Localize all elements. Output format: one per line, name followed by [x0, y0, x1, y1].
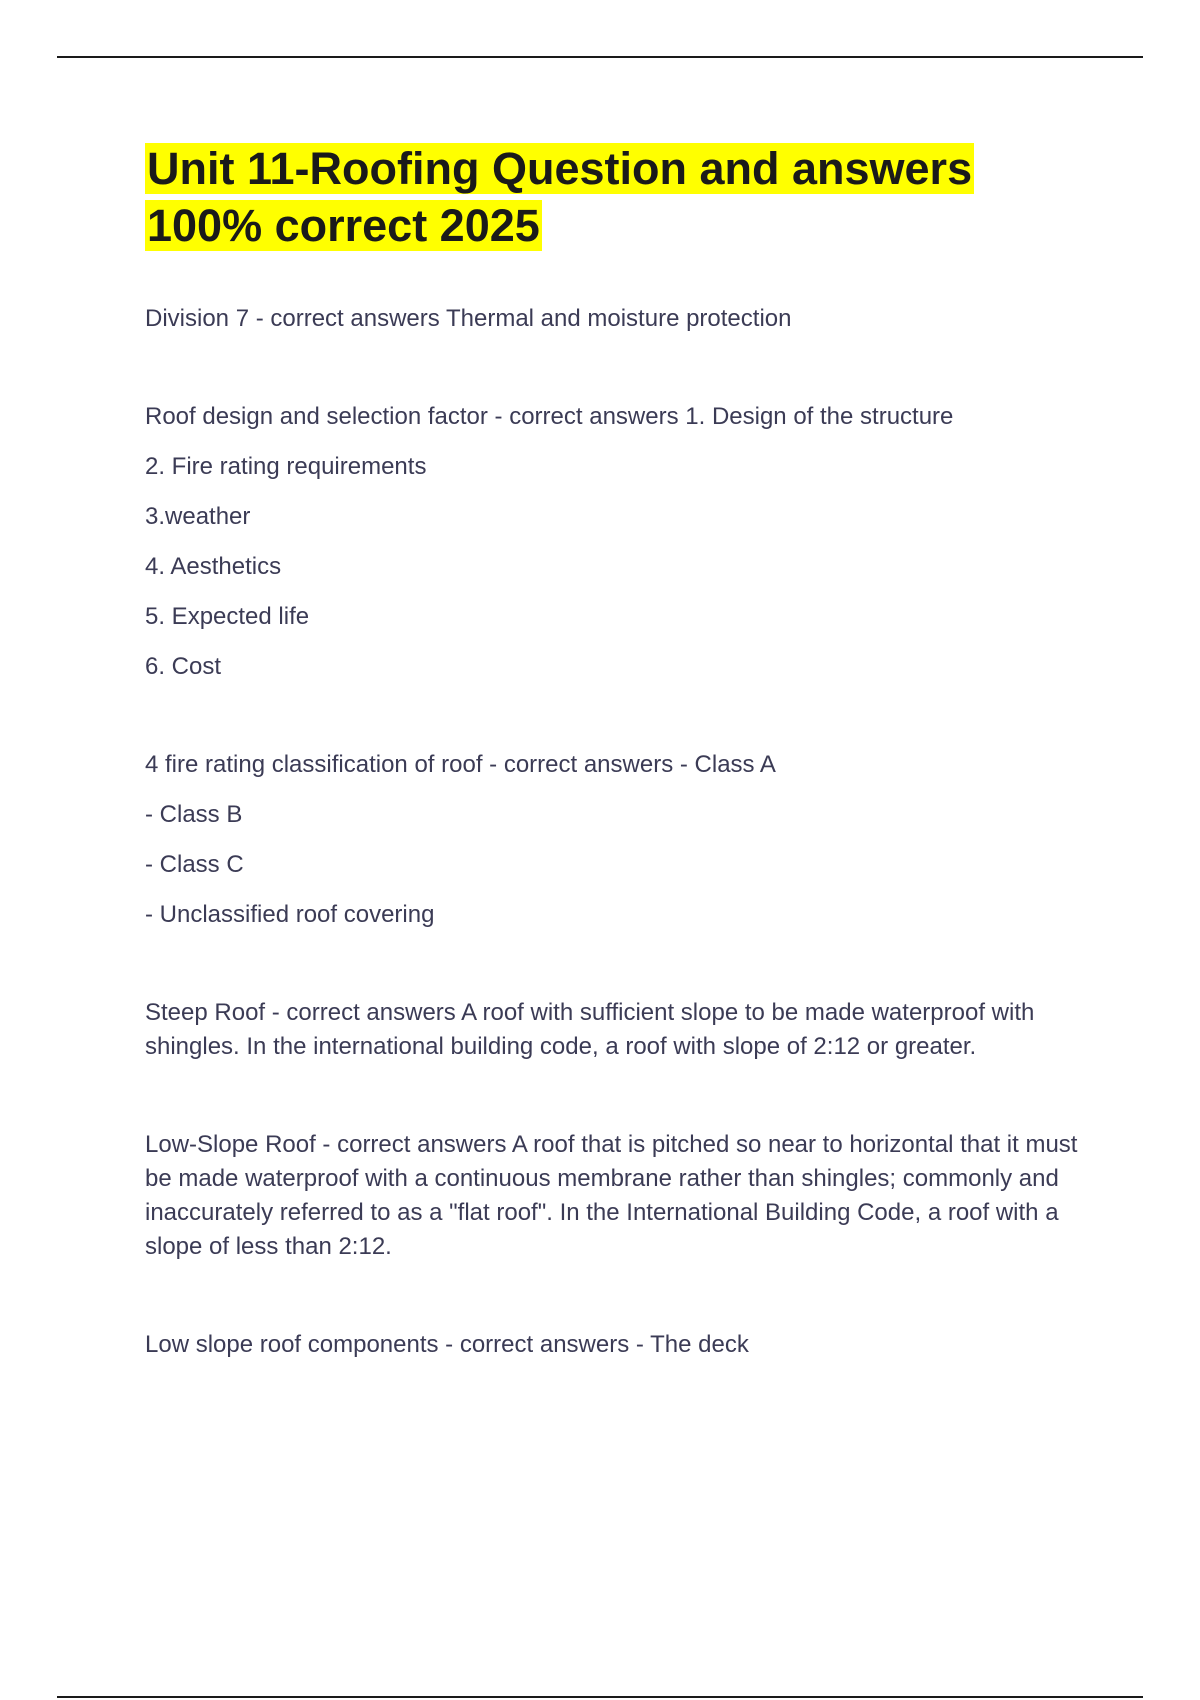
entry-line: Roof design and selection factor - correct answers 1. Design of the structure	[145, 403, 954, 430]
qa-entry-low-slope-components	[145, 1328, 1105, 1362]
entry-paragraph: Low-Slope Roof - correct answers A roof that is pitched so near to horizontal that it must be made waterproof with a continuous membrane rather than shingles; commonly and inaccurately referred to as a "flat roof". In the International Building Code, a roof with a slope of less than 2:12.	[145, 1131, 1078, 1260]
footer-rule	[57, 1696, 1143, 1698]
entry-line: 5. Expected life	[145, 603, 310, 630]
header-rule	[57, 56, 1143, 58]
entry-line: 4. Aesthetics	[145, 553, 282, 580]
qa-entry-roof-design	[145, 400, 1105, 684]
entry-line: Division 7 - correct answers Thermal and moisture protection	[145, 305, 792, 332]
entry-line: 3.weather	[145, 503, 251, 530]
qa-entry-fire-rating	[145, 748, 1105, 932]
entry-paragraph: Steep Roof - correct answers A roof with sufficient slope to be made waterproof with shingles. In the international building code, a roof with slope of 2:12 or greater.	[145, 999, 1035, 1060]
entry-line: 6. Cost	[145, 653, 222, 680]
title-line-1: Unit 11-Roofing Question and answers	[147, 143, 973, 194]
qa-entry-low-slope-roof	[145, 1128, 1105, 1264]
entry-line: - Class C	[145, 851, 244, 878]
entry-line: - Unclassified roof covering	[145, 901, 435, 928]
title-line-2: 100% correct 2025	[147, 200, 540, 251]
document-title	[145, 140, 1105, 254]
qa-entry-steep-roof	[145, 996, 1105, 1064]
entry-line: - Class B	[145, 801, 243, 828]
qa-entry-division-7	[145, 302, 1105, 336]
document-page	[145, 140, 1105, 1378]
entry-line: 2. Fire rating requirements	[145, 453, 427, 480]
entry-line: Low slope roof components - correct answers - The deck	[145, 1331, 749, 1358]
entry-line: 4 fire rating classification of roof - correct answers - Class A	[145, 751, 776, 778]
